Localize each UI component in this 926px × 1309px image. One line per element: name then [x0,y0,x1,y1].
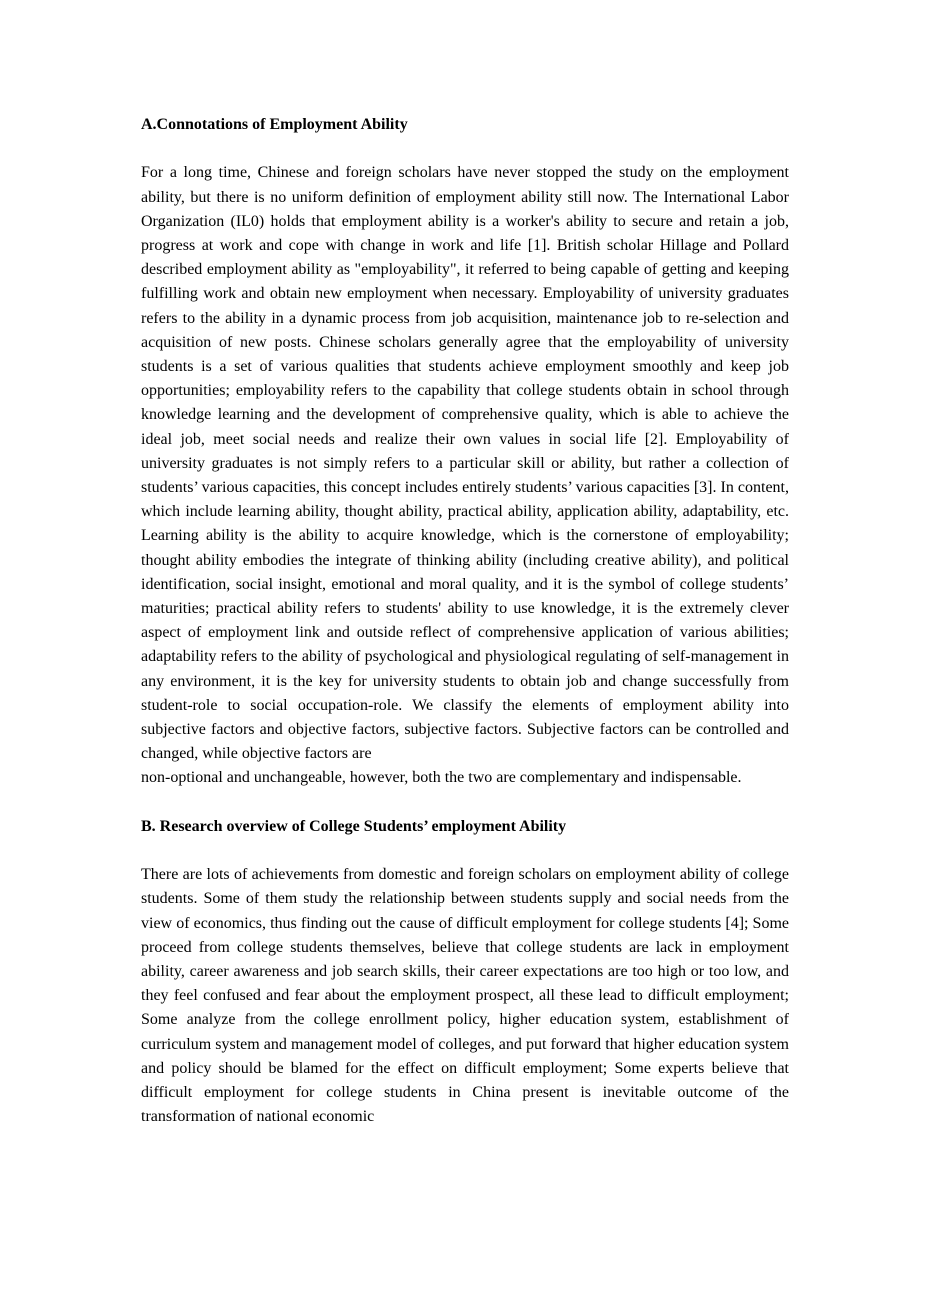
spacer [141,137,789,161]
spacer [141,791,789,815]
document-page [141,113,789,1129]
section-a-heading: A.Connotations of Employment Ability [141,116,408,133]
spacer [141,839,789,863]
section-a-paragraph-continuation: non-optional and unchangeable, however, both the two are complementary and indispensable. [141,769,742,787]
section-b-heading: B. Research overview of College Students’ employment Ability [141,817,567,835]
section-a-paragraph: For a long time, Chinese and foreign scholars have never stopped the study on the employment ability, but there is no uniform definition of employment ability still now. The International Labor Organization (IL0) holds that employment ability is a worker's ability to secure and retain a job, progress at work and cope with change in work and life [1]. British scholar Hillage and Pollard described employment ability as "employability", it referred to being capable of getting and keeping fulfilling work and obtain new employment when necessary. Employability of university graduates refers to the ability in a dynamic process from job acquisition, maintenance job to re-selection and acquisition of new posts. Chinese scholars generally agree that the employability of university students is a set of various qualities that students achieve employment smoothly and keep job opportunities; employability refers to the capability that college students obtain in school through knowledge learning and the development of comprehensive quality, which is able to achieve the ideal job, meet social needs and realize their own values in social life [2]. Employability of university graduates is not simply refers to a particular skill or ability, but rather a collection of students’ various capacities, this concept includes entirely students’ various capacities [3]. In content, which include learning ability, thought ability, practical ability, application ability, adaptability, etc. Learning ability is the ability to acquire knowledge, which is the cornerstone of employability; thought ability embodies the integrate of thinking ability (including creative ability), and political identification, social insight, emotional and moral quality, and it is the symbol of college students’ maturities; practical ability refers to students' ability to use knowledge, it is the extremely clever aspect of employment link and outside reflect of comprehensive application of various abilities; adaptability refers to the ability of psychological and physiological regulating of self-management in any environment, it is the key for university students to obtain job and change successfully from student-role to social occupation-role. We classify the elements of employment ability into subjective factors and objective factors, subjective factors. Subjective factors can be controlled and changed, while objective factors are [141,164,789,763]
section-b-paragraph: There are lots of achievements from domestic and foreign scholars on employment ability of college students. Some of them study the relationship between students supply and social needs from the view of economics, thus finding out the cause of difficult employment for college students [4]; Some proceed from college students themselves, believe that college students are lack in employment ability, career awareness and job search skills, their career expectations are too high or too low, and they feel confused and fear about the employment prospect, all these lead to difficult employment; Some analyze from the college enrollment policy, higher education system, establishment of curriculum system and management model of colleges, and put forward that higher education system and policy should be blamed for the effect on difficult employment; Some experts believe that difficult employment for college students in China present is inevitable outcome of the transformation of national economic [141,866,789,1126]
